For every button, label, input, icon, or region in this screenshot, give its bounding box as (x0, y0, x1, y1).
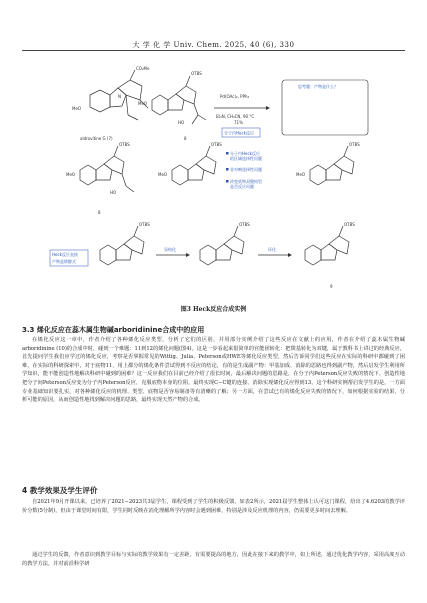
label-8-mid: 8 (98, 210, 101, 215)
section-4-title: 4 教学效果及学生评价 (22, 486, 98, 495)
n-label-a: N (118, 94, 121, 99)
meo-label-b: MeO (138, 101, 148, 106)
note-4: 改变底物双键构型 (230, 179, 262, 184)
aldrovitine-label: aldrovitine G (7) (80, 136, 113, 141)
reagent-2: Et₃N, CH₃CN, 90 °C (216, 114, 255, 119)
note-1: 分子内Heck反应 (230, 151, 260, 156)
arrow-cyclize-label: 环化 (268, 247, 276, 252)
molecule-8-top (138, 71, 206, 141)
molecule-9 (305, 222, 355, 289)
co2me-label-a: CO₂Me (136, 66, 150, 71)
molecule-heck-a (158, 142, 222, 185)
paragraph-2: 自2021年9月开课以来，已培养了2021−2023共3届学生，课程受到了学生的积极反馈，如表2所示，2021届学生整体上认可这门课程，给出了4.6203的教学评价分数(5分制)，但由于课堂时间有限，学生同时反映在消化理解所学内容时会遇到困难，特别是涉及反应机理的内容，仍需要更多时间去理解。 (22, 499, 405, 514)
otbs-label-g: OTBS (344, 222, 355, 227)
paragraph-3: 通过学生的反馈，作者意识到教学目标与实际的教学效果有一定差距，有需要提高的地方，因此在接下来的教学中，如上所述，通过优化教学内容，采用高度互动的教学方法，并对前沿科学研 (22, 552, 405, 567)
molecule-8-mid (66, 142, 134, 215)
heck-note-1: Heck反应直接 (52, 252, 78, 257)
molecule-ketone (200, 222, 250, 265)
otbs-label-f: OTBS (239, 222, 250, 227)
running-header: 大 学 化 学 Univ. Chem. 2025, 40 (6), 330 (132, 41, 295, 49)
notes-panel (226, 150, 262, 189)
ho-label-a: HO (178, 120, 185, 125)
otbs-label-c: OTBS (211, 142, 222, 147)
paragraph-1: 在烯化反应这一章中，作者介绍了各种烯化反应类型，分析了它们的区别，并用部分实例介绍了这些反应在文献上的应用，作者在介绍了蕊木属生物碱arboridinine (10)的合成中时，碰到一个难题：11到12的烯化问题(图4)。这是一步看起来很简单的官能团转化：把羰基转化为双键，属于教科书上讲过的经典反应，首先提问学生我们应学过的烯化反应，考察是否掌握常见的Wittig、Julia、Peterson或HWE等烯化反应类型，然后告诉同学们这些反应在实际的科研中都碰到了困难，在实际的科研探索中，对于底物11，用上都分的烯化条件尝试得到不反应的结论，有的是生成副产物：甲基加成、消除的思路也得到副产物，然后启发学生利用所学知识，能不能创造性地解决科研中碰到的困难？这一反应我们在目前已经介绍了很长时间，最后解决问题的思路是，在分子内Peterson反应失败的情况下，创造性地把分子间Peterson反应变为分子内Peterson反应，克服底物本身的位阻，最终实现C−C键的连接、消除实现烯化反应得到13，这个科研实例帮启发学生的是，一方面专业基础知识要扎实，对各种烯化反应的机理、类型、底物是否容易制备等有清晰的了解；另一方面，在尝试已有的烯化反应失败的情况下，如何根据实验的结果，分析可能的原因，从而创造性地找到解决问题的思路，最终实现天然产物的合成。 (22, 337, 405, 404)
otbs-label-a: OTBS (191, 71, 202, 76)
molecule-heck-b (296, 142, 360, 185)
reagent-1: Pd(OAc)₂, PPh₃ (220, 94, 250, 99)
note-3: 非对映选择性问题 (230, 167, 262, 172)
meo-label-e: MeO (296, 172, 306, 177)
reaction-scheme (0, 0, 427, 300)
reagent-3: 71% (234, 120, 243, 125)
note-5: 是否反应问题 (230, 184, 254, 189)
tag-heck: 分子内Heck反应 (224, 130, 254, 136)
label-8-top: 8 (184, 136, 187, 141)
section-3-3-title: 3.3 烯化反应在蕊木属生物碱arboridinine合成中的应用 (22, 326, 205, 334)
otbs-label-b: OTBS (119, 142, 130, 147)
arrow-isomer-label: 异构化 (164, 247, 176, 252)
meo-label-c: MeO (66, 172, 76, 177)
label-9: 9 (330, 284, 333, 289)
otbs-label-d: OTBS (349, 142, 360, 147)
question-text: 思考题：产物是什么？ (298, 84, 338, 89)
meo-label-d: MeO (158, 172, 168, 177)
meo-label-a: MeO (72, 106, 82, 111)
otbs-label-e: OTBS (139, 222, 150, 227)
note-2: 的区域选择性问题 (230, 156, 262, 161)
figure-caption: 图3 Heck反应合成实例 (180, 306, 247, 313)
ho-label-b: HO (110, 190, 117, 195)
heck-note-2: 产物是烯醇式 (52, 259, 76, 264)
molecule-enol (100, 222, 150, 265)
